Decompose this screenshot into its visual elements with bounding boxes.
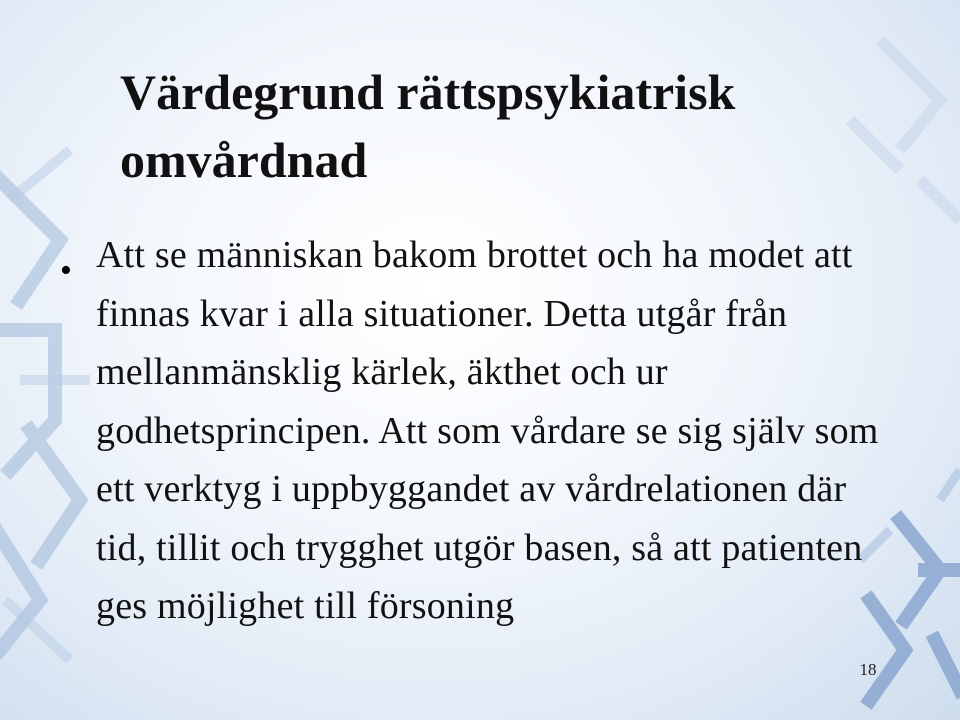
slide-title: Värdegrund rättspsykiatrisk omvårdnad <box>120 64 736 188</box>
bullet-text: Att se människan bakom brottet och ha modet att finnas kvar i alla situationer. Detta utgår från mellanmänsklig kärlek, äkthet och ur godhetsprincipen. Att som vårdare se sig själv som ett verktyg i uppbyggandet av vårdrelationen där tid, tillit och trygghet utgör basen, så att patienten ges möjlighet till försoning <box>96 234 879 627</box>
slide-number: 18 <box>859 660 877 679</box>
bullet-marker: • <box>60 252 72 289</box>
